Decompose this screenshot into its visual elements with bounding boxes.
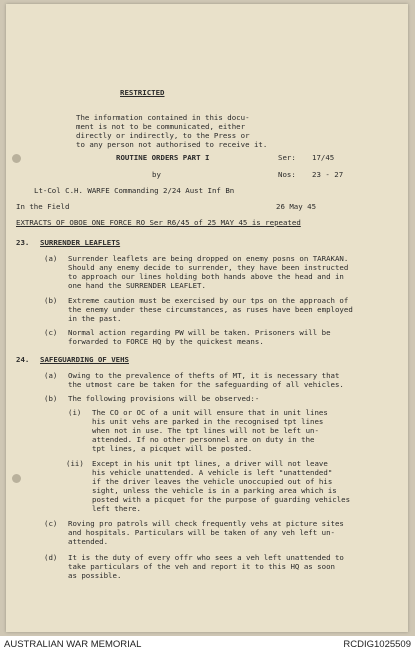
para-line: Roving pro patrols will check frequently vehs at picture sites [68, 519, 344, 528]
para-line: in the past. [68, 314, 122, 323]
para-label: (c) [44, 328, 58, 337]
serial-label: Ser: [278, 153, 296, 162]
section-heading: SURRENDER LEAFLETS [40, 238, 121, 247]
para-line: It is the duty of every offr who sees a veh left unattended to [68, 553, 344, 562]
numbers-label: Nos: [278, 170, 296, 179]
punch-hole [12, 154, 21, 163]
para-line: Extreme caution must be exercised by our tps on the approach of [68, 296, 349, 305]
location-text: In the Field [16, 202, 70, 211]
para-line: The CO or OC of a unit will ensure that in unit lines [92, 408, 328, 417]
para-line: tpt lines, a picquet will be posted. [92, 444, 253, 453]
subpara-label: (i) [68, 408, 82, 417]
para-line: when not in use. The tpt lines will not be left un- [92, 426, 319, 435]
commander-line: Lt-Col C.H. WARFE Commanding 2/24 Aust Inf Bn [34, 186, 235, 195]
para-line: Except in his unit tpt lines, a driver will not leave [92, 459, 328, 468]
notice-line: The information contained in this docu- [76, 113, 250, 122]
para-label: (b) [44, 296, 58, 305]
extract-heading: EXTRACTS OF OBOE ONE FORCE RO Ser R6/45 of 25 MAY 45 is repeated [16, 218, 301, 227]
section-number: 24. [16, 355, 30, 364]
archive-id: RCDIG1025509 [343, 639, 411, 650]
para-line: left there. [92, 504, 141, 513]
subpara-label: (ii) [66, 459, 84, 468]
section-heading: SAFEGUARDING OF VEHS [40, 355, 129, 364]
para-label: (a) [44, 254, 58, 263]
notice-line: directly or indirectly, to the Press or [76, 131, 250, 140]
numbers-value: 23 - 27 [312, 170, 344, 179]
para-line: Normal action regarding PW will be taken. Prisoners will be [68, 328, 331, 337]
document-page [6, 4, 408, 632]
para-label: (d) [44, 553, 58, 562]
para-line: forwarded to FORCE HQ by the quickest means. [68, 337, 264, 346]
para-line: his vehicle unattended. A vehicle is left "unattended" [92, 468, 333, 477]
classification-heading: RESTRICTED [120, 88, 165, 97]
para-line: if the driver leaves the vehicle unoccupied out of his [92, 477, 333, 486]
para-line: one hand the SURRENDER LEAFLET. [68, 281, 206, 290]
section-number: 23. [16, 238, 30, 247]
para-line: the utmost care be taken for the safeguarding of all vehicles. [68, 380, 344, 389]
archive-footer [0, 636, 415, 654]
para-line: the enemy under these circumstances, as ruses have been employed [68, 305, 353, 314]
para-line: The following provisions will be observed:- [68, 394, 260, 403]
para-label: (a) [44, 371, 58, 380]
para-line: as possible. [68, 571, 122, 580]
by-text: by [152, 170, 161, 179]
para-line: and hospitals. Particulars will be taken of any veh left un- [68, 528, 335, 537]
para-line: attended. [68, 537, 109, 546]
document-title: ROUTINE ORDERS PART I [116, 153, 210, 162]
para-line: Surrender leaflets are being dropped on enemy posns on TARAKAN. [68, 254, 349, 263]
para-line: to approach our lines holding both hands above the head and in [68, 272, 344, 281]
punch-hole [12, 474, 21, 483]
para-line: posted with a picquet for the purpose of guarding vehicles [92, 495, 351, 504]
para-line: his unit vehs are parked in the recognised tpt lines [92, 417, 324, 426]
notice-line: ment is not to be communicated, either [76, 122, 246, 131]
notice-line: to any person not authorised to receive it. [76, 140, 268, 149]
serial-value: 17/45 [312, 153, 335, 162]
para-line: Owing to the prevalence of thefts of MT, it is necessary that [68, 371, 340, 380]
para-line: take particulars of the veh and report it to this HQ as soon [68, 562, 335, 571]
para-line: Should any enemy decide to surrender, they have been instructed [68, 263, 349, 272]
date-text: 26 May 45 [276, 202, 317, 211]
archive-name: AUSTRALIAN WAR MEMORIAL [4, 639, 142, 650]
para-line: attended. If no other personnel are on duty in the [92, 435, 315, 444]
para-label: (b) [44, 394, 58, 403]
para-label: (c) [44, 519, 58, 528]
para-line: sight, unless the vehicle is in a parking area which is [92, 486, 337, 495]
